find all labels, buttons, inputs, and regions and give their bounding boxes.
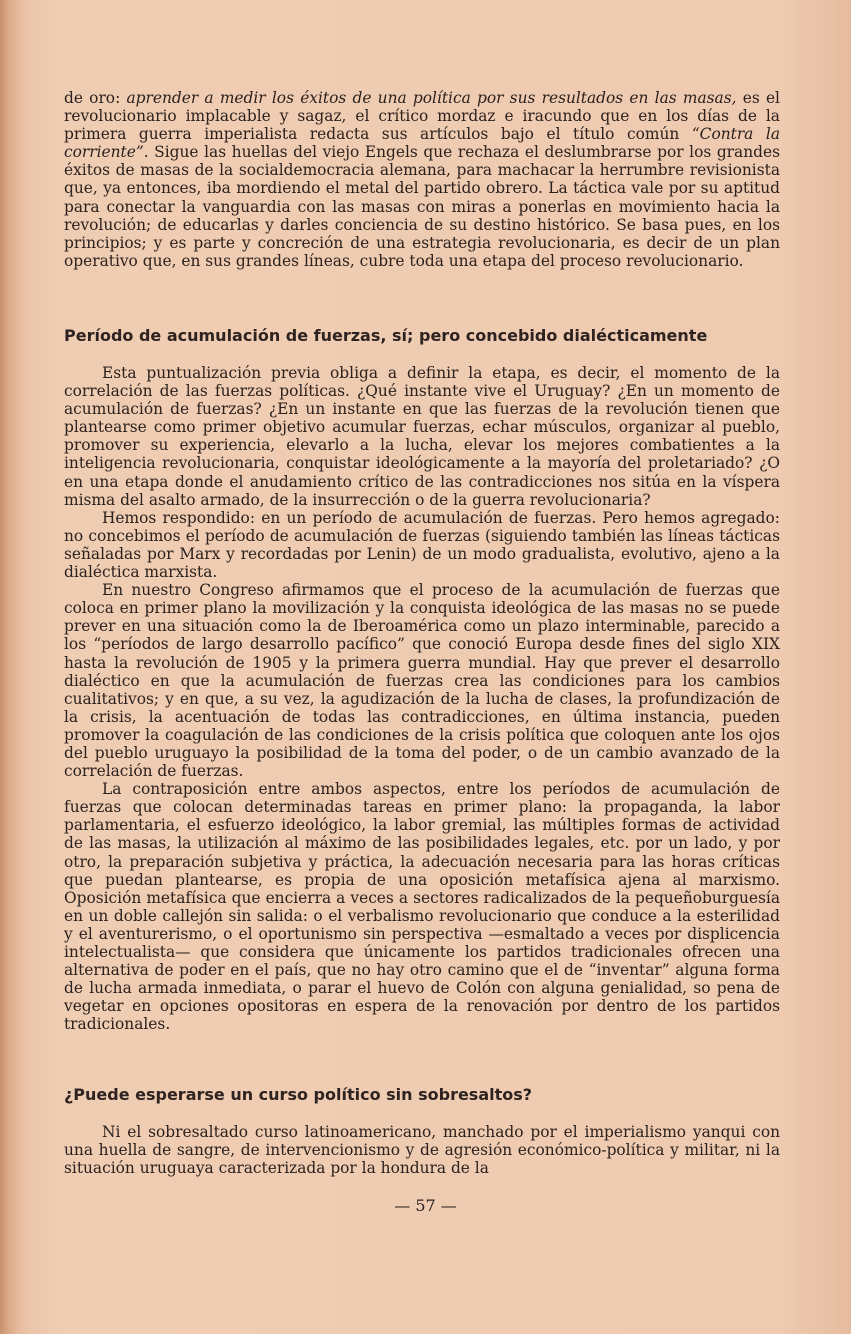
intro-italic-title: “Contra la corriente”. xyxy=(64,125,780,162)
section-sobresaltos-body xyxy=(64,1123,780,1177)
intro-lead: de oro: xyxy=(64,89,127,107)
paragraph: Hemos respondido: en un período de acumulación de fuerzas. Pero hemos agregado: no concebimos el período de acumulación de fuerzas (siguiendo también las líneas tácticas señaladas por Marx y recordadas por Lenin) de un modo gradualista, evolutivo, ajeno a la dialéctica marxista. xyxy=(64,508,780,582)
intro-middle: es el revolucionario implacable y sagaz, el crítico mordaz e iracundo que en los días de la primera guerra imperialista redacta sus artículos bajo el título común xyxy=(64,89,780,144)
section-heading-accumulation: Período de acumulación de fuerzas, sí; pero concebido dialécticamente xyxy=(64,326,708,345)
paragraph: Ni el sobresaltado curso latinoamericano, manchado por el imperialismo yanqui con una huella de sangre, de intervencionismo y de agresión económico-política y militar, ni la situación uruguaya caracterizada por la hondura de la xyxy=(64,1123,780,1178)
paragraph: En nuestro Congreso afirmamos que el proceso de la acumulación de fuerzas que coloca en primer plano la movilización y la conquista ideológica de las masas no se puede prever en una situación como la de Iberoamérica como un plazo interminable, parecido a los “períodos de largo desarrollo pacífico” que conoció Europa desde fines del siglo XIX hasta la revolución de 1905 y la primera guerra mundial. Hay que prever el desarrollo dialéctico en que la acumulación de fuerzas crea las condiciones para los cambios cualitativos; y en que, a su vez, la agudización de la lucha de clases, la profundización de la crisis, la acentuación de todas las contradicciones, en última instancia, pueden promover la coagulación de las condiciones de la crisis política que coloquen ante los ojos del pueblo uruguayo la posibilidad de la toma del poder, o de un cambio avanzado de la correlación de fuerzas. xyxy=(64,581,780,781)
intro-paragraph xyxy=(64,89,780,270)
page-number: — 57 — xyxy=(394,1196,457,1215)
section-accumulation-body xyxy=(64,364,780,1033)
section-heading-sobresaltos: ¿Puede esperarse un curso político sin sobresaltos? xyxy=(64,1085,533,1104)
paragraph: La contraposición entre ambos aspectos, entre los períodos de acumulación de fuerzas que colocan determinadas tareas en primer plano: la propaganda, la labor parlamentaria, el esfuerzo ideológico, la labor gremial, las múltiples formas de actividad de las masas, la utilización al máximo de las posibilidades legales, etc. por un lado, y por otro, la preparación subjetiva y práctica, la adecuación necesaria para las horas críticas que puedan plantearse, es propia de una oposición metafísica ajena al marxismo. Oposición metafísica que encierra a veces a sectores radicalizados de la pequeñoburguesía en un doble callejón sin salida: o el verbalismo revolucionario que conduce a la esterilidad y el aventurerismo, o el oportunismo sin perspectiva —esmaltado a veces por displicencia intelectualista— que considera que únicamente los partidos tradicionales ofrecen una alternativa de poder en el país, que no hay otro camino que el de “inventar” alguna forma de lucha armada inmediata, o parar el huevo de Colón con alguna genialidad, so pena de vegetar en opciones opositoras en espera de la renovación por dentro de los partidos tradicionales. xyxy=(64,780,780,1034)
paragraph: Esta puntualización previa obliga a definir la etapa, es decir, el momento de la correlación de las fuerzas políticas. ¿Qué instante vive el Uruguay? ¿En un momento de acumulación de fuerzas? ¿En un instante en que las fuerzas de la revolución tienen que plantearse como primer objetivo acumular fuerzas, echar músculos, organizar al pueblo, promover su experiencia, elevarlo a la lucha, elevar los mejores combatientes a la inteligencia revolucionaria, conquistar ideológicamente a la mayoría del proletariado? ¿O en una etapa donde el anudamiento crítico de las contradicciones nos sitúa en la víspera misma del asalto armado, de la insurrección o de la guerra revolucionaria? xyxy=(64,364,780,509)
intro-italic-quote: aprender a medir los éxitos de una política por sus resultados en las masas, xyxy=(126,89,737,107)
intro-rest: Sigue las huellas del viejo Engels que rechaza el deslumbrarse por los grandes éxitos de masas de la socialdemocracia alemana, para machacar la herrumbre revisionista que, ya entonces, iba mordiendo el metal del partido obrero. La táctica vale por su aptitud para conectar la vanguardia con las masas con miras a ponerlas en movimiento hacia la revolución; de educarlas y darles conciencia de su destino histórico. Se basa pues, en los principios; y es parte y concreción de una estrategia revolucionaria, es decir de un plan operativo que, en sus grandes líneas, cubre toda una etapa del proceso revolucionario. xyxy=(64,143,780,270)
